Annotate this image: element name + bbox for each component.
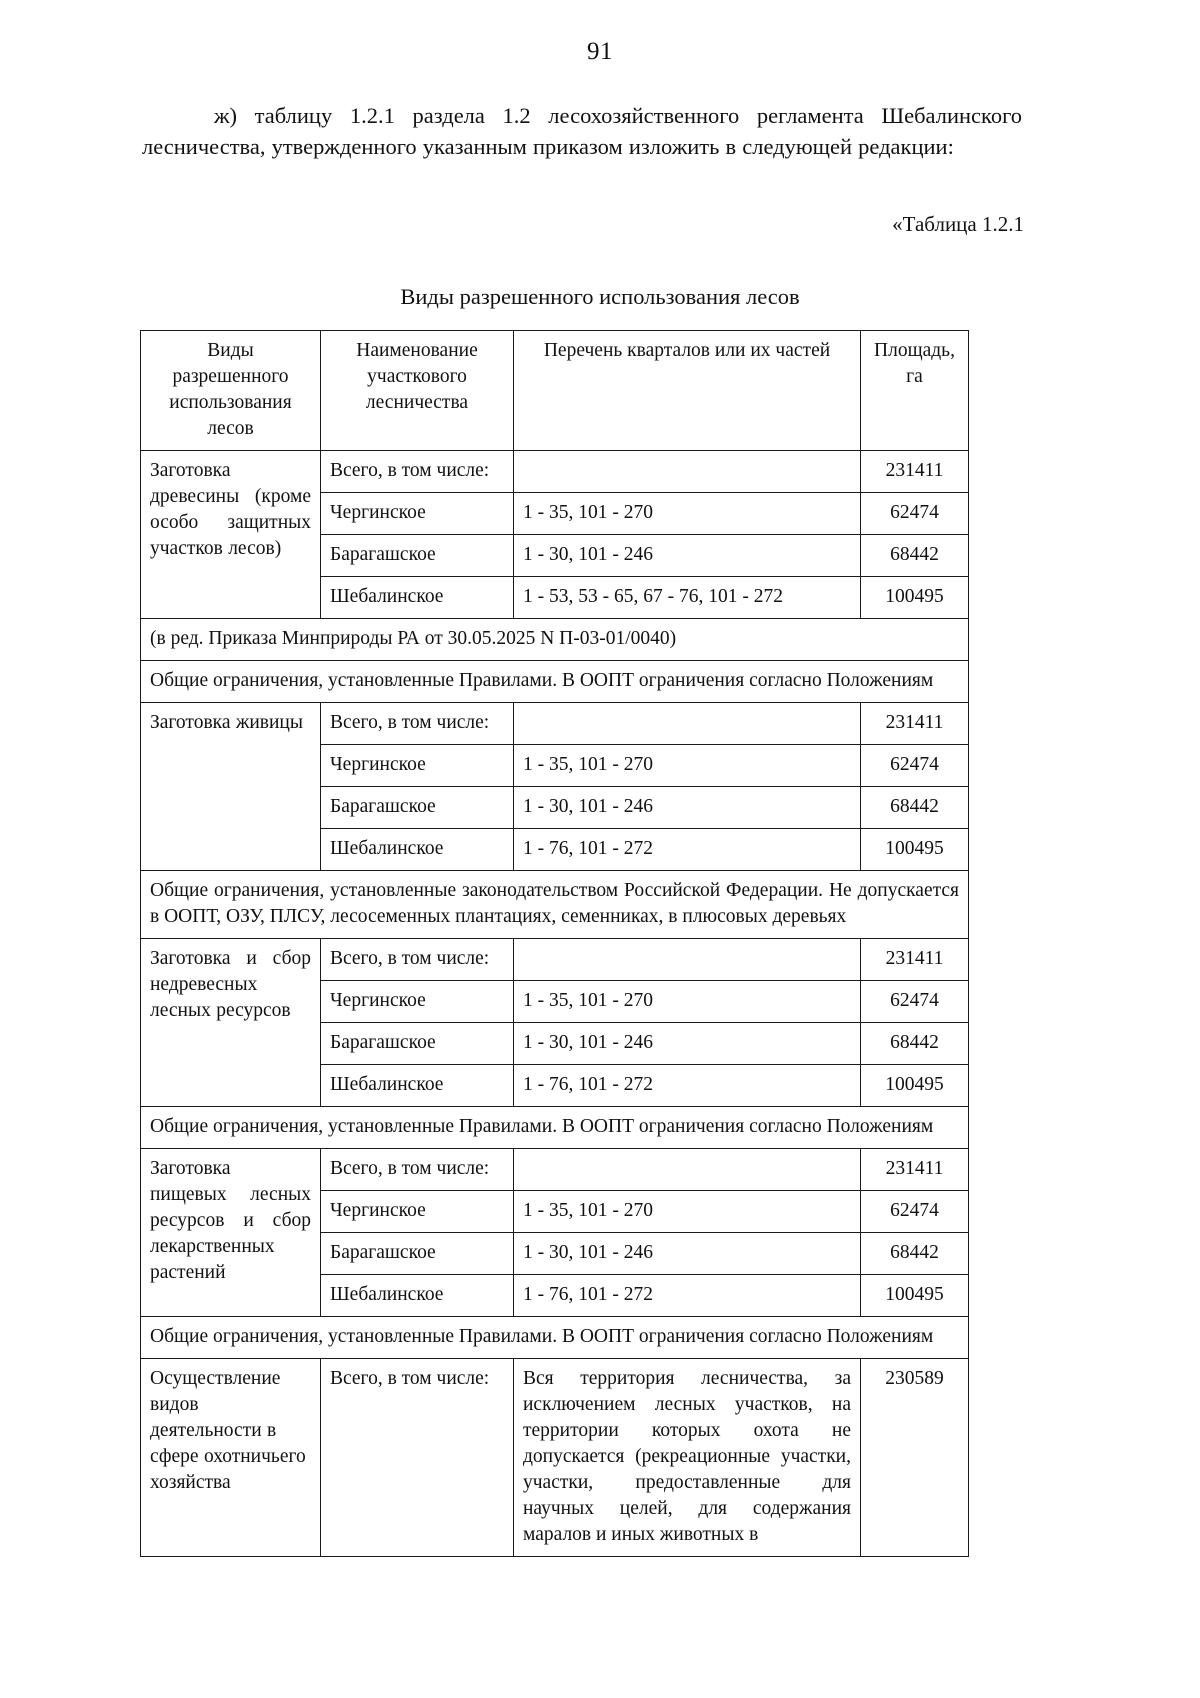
quarters-cell: 1 - 30, 101 - 246: [514, 787, 861, 829]
area-cell: 100495: [861, 577, 969, 619]
quarters-cell: 1 - 30, 101 - 246: [514, 1233, 861, 1275]
table-restriction-row: [141, 1317, 969, 1359]
category-cell: Осуществление видов деятельности в сфере охотничьего хозяйства: [141, 1359, 321, 1557]
area-cell: 62474: [861, 981, 969, 1023]
area-cell: 62474: [861, 745, 969, 787]
category-cell: Заготовка древесины (кроме особо защитных участков лесов): [141, 451, 321, 619]
area-cell: 231411: [861, 939, 969, 981]
forestry-cell: Чергинское: [321, 493, 514, 535]
quarters-cell: 1 - 35, 101 - 270: [514, 981, 861, 1023]
table-row: [141, 703, 969, 745]
table-row: [141, 451, 969, 493]
area-cell: 62474: [861, 493, 969, 535]
quarters-cell: 1 - 53, 53 - 65, 67 - 76, 101 - 272: [514, 577, 861, 619]
table-label: «Таблица 1.2.1: [892, 212, 1024, 236]
table-restriction-row: [141, 1107, 969, 1149]
column-header-quarters: Перечень кварталов или их частей: [514, 331, 861, 451]
quarters-cell: 1 - 35, 101 - 270: [514, 1191, 861, 1233]
area-cell: 68442: [861, 787, 969, 829]
category-cell: Заготовка и сбор недревесных лесных ресурсов: [141, 939, 321, 1107]
quarters-cell: 1 - 30, 101 - 246: [514, 1023, 861, 1065]
quarters-cell: [514, 939, 861, 981]
restriction-cell: Общие ограничения, установленные Правилами. В ООПТ ограничения согласно Положениям: [141, 1317, 969, 1359]
table-restriction-row: [141, 871, 969, 939]
restriction-cell: Общие ограничения, установленные Правилами. В ООПТ ограничения согласно Положениям: [141, 661, 969, 703]
intro-paragraph: ж) таблицу 1.2.1 раздела 1.2 лесохозяйственного регламента Шебалинского лесничества, утвержденного указанным приказом изложить в следующей редакции:: [142, 103, 1022, 159]
forestry-cell: Барагашское: [321, 1233, 514, 1275]
table-row: [141, 939, 969, 981]
area-cell: 100495: [861, 829, 969, 871]
table-header-row: [141, 331, 969, 451]
restriction-cell: Общие ограничения, установленные законодательством Российской Федерации. Не допускается в ООПТ, ОЗУ, ПЛСУ, лесосеменных плантациях, семенниках, в плюсовых деревьях: [141, 871, 969, 939]
area-cell: 68442: [861, 535, 969, 577]
quarters-cell: 1 - 35, 101 - 270: [514, 493, 861, 535]
forestry-cell: Всего, в том числе:: [321, 939, 514, 981]
forestry-cell: Чергинское: [321, 981, 514, 1023]
quarters-cell: 1 - 76, 101 - 272: [514, 1275, 861, 1317]
forestry-cell: Чергинское: [321, 745, 514, 787]
quarters-cell: [514, 1149, 861, 1191]
table-title: Виды разрешенного использования лесов: [400, 284, 800, 309]
forestry-cell: Барагашское: [321, 535, 514, 577]
forestry-cell: Барагашское: [321, 787, 514, 829]
table-row: [141, 1359, 969, 1557]
column-header-local-forestry: Наименование участкового лесничества: [321, 331, 514, 451]
area-cell: 68442: [861, 1233, 969, 1275]
quarters-cell: Вся территория лесничества, за исключением лесных участков, на территории которых охота не допускается (рекреационные участки, участки, предоставленные для научных целей, для содержания маралов и иных животных в: [514, 1359, 861, 1557]
forestry-cell: Шебалинское: [321, 829, 514, 871]
column-header-use-types: Виды разрешенного использования лесов: [141, 331, 321, 451]
forestry-cell: Чергинское: [321, 1191, 514, 1233]
area-cell: 68442: [861, 1023, 969, 1065]
permitted-forest-use-table: [140, 330, 969, 1557]
column-header-area: Площадь, га: [861, 331, 969, 451]
area-cell: 231411: [861, 1149, 969, 1191]
table-restriction-row: [141, 661, 969, 703]
area-cell: 62474: [861, 1191, 969, 1233]
forestry-cell: Шебалинское: [321, 1275, 514, 1317]
area-cell: 231411: [861, 703, 969, 745]
quarters-cell: 1 - 76, 101 - 272: [514, 1065, 861, 1107]
quarters-cell: 1 - 35, 101 - 270: [514, 745, 861, 787]
forestry-cell: Шебалинское: [321, 1065, 514, 1107]
forestry-cell: Барагашское: [321, 1023, 514, 1065]
quarters-cell: 1 - 30, 101 - 246: [514, 535, 861, 577]
forestry-cell: Всего, в том числе:: [321, 1359, 514, 1557]
page-number: 91: [587, 38, 613, 65]
forestry-cell: Всего, в том числе:: [321, 1149, 514, 1191]
area-cell: 230589: [861, 1359, 969, 1557]
quarters-cell: [514, 451, 861, 493]
quarters-cell: 1 - 76, 101 - 272: [514, 829, 861, 871]
forestry-cell: Всего, в том числе:: [321, 451, 514, 493]
quarters-cell: [514, 703, 861, 745]
table-note-row: [141, 619, 969, 661]
restriction-cell: Общие ограничения, установленные Правилами. В ООПТ ограничения согласно Положениям: [141, 1107, 969, 1149]
forestry-cell: Всего, в том числе:: [321, 703, 514, 745]
amendment-note: (в ред. Приказа Минприроды РА от 30.05.2025 N П-03-01/0040): [141, 619, 969, 661]
forestry-cell: Шебалинское: [321, 577, 514, 619]
area-cell: 100495: [861, 1275, 969, 1317]
table-row: [141, 1149, 969, 1191]
category-cell: Заготовка живицы: [141, 703, 321, 871]
area-cell: 231411: [861, 451, 969, 493]
category-cell: Заготовка пищевых лесных ресурсов и сбор лекарственных растений: [141, 1149, 321, 1317]
area-cell: 100495: [861, 1065, 969, 1107]
